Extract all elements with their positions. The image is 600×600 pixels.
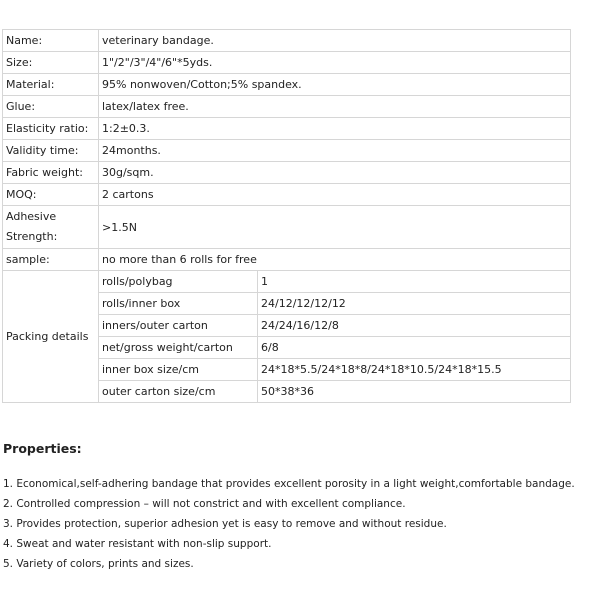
- spec-label-validity: Validity time:: [3, 140, 99, 162]
- packing-key: inners/outer carton: [99, 315, 258, 337]
- spec-value-size: 1"/2"/3"/4"/6"*5yds.: [99, 52, 571, 74]
- spec-label-size: Size:: [3, 52, 99, 74]
- list-item: 5. Variety of colors, prints and sizes.: [3, 558, 194, 570]
- table-row: [3, 271, 571, 293]
- table-row: [3, 206, 571, 249]
- spec-label-glue: Glue:: [3, 96, 99, 118]
- spec-value-name: veterinary bandage.: [99, 30, 571, 52]
- table-row: [3, 52, 571, 74]
- packing-value: 6/8: [258, 337, 571, 359]
- spec-value-glue: latex/latex free.: [99, 96, 571, 118]
- spec-label-material: Material:: [3, 74, 99, 96]
- spec-label-sample: sample:: [3, 249, 99, 271]
- packing-key: net/gross weight/carton: [99, 337, 258, 359]
- packing-key: inner box size/cm: [99, 359, 258, 381]
- spec-label-elasticity: Elasticity ratio:: [3, 118, 99, 140]
- spec-value-elasticity: 1:2±0.3.: [99, 118, 571, 140]
- spec-label-fabric-weight: Fabric weight:: [3, 162, 99, 184]
- properties-heading: Properties:: [3, 441, 82, 456]
- spec-table: [2, 29, 571, 403]
- table-row: [3, 140, 571, 162]
- list-item: 1. Economical,self-adhering bandage that provides excellent porosity in a light weight,comfortable bandage.: [3, 478, 575, 490]
- table-row: [3, 74, 571, 96]
- spec-value-fabric-weight: 30g/sqm.: [99, 162, 571, 184]
- packing-details-label: Packing details: [3, 271, 99, 403]
- table-row: [3, 162, 571, 184]
- packing-value: 24*18*5.5/24*18*8/24*18*10.5/24*18*15.5: [258, 359, 571, 381]
- table-row: [3, 30, 571, 52]
- spec-label-name: Name:: [3, 30, 99, 52]
- table-row: [3, 184, 571, 206]
- spec-value-moq: 2 cartons: [99, 184, 571, 206]
- list-item: 2. Controlled compression – will not constrict and with excellent compliance.: [3, 498, 406, 510]
- packing-value: 50*38*36: [258, 381, 571, 403]
- table-row: [3, 249, 571, 271]
- spec-value-adhesive-strength: >1.5N: [99, 206, 571, 249]
- spec-value-validity: 24months.: [99, 140, 571, 162]
- spec-label-moq: MOQ:: [3, 184, 99, 206]
- list-item: 3. Provides protection, superior adhesion yet is easy to remove and without residue.: [3, 518, 447, 530]
- spec-value-material: 95% nonwoven/Cotton;5% spandex.: [99, 74, 571, 96]
- packing-value: 1: [258, 271, 571, 293]
- packing-value: 24/24/16/12/8: [258, 315, 571, 337]
- table-row: [3, 96, 571, 118]
- spec-value-sample: no more than 6 rolls for free: [99, 249, 571, 271]
- packing-key: rolls/inner box: [99, 293, 258, 315]
- packing-value: 24/12/12/12/12: [258, 293, 571, 315]
- spec-label-adhesive-strength: Adhesive Strength:: [3, 206, 99, 249]
- packing-key: rolls/polybag: [99, 271, 258, 293]
- table-row: [3, 118, 571, 140]
- packing-key: outer carton size/cm: [99, 381, 258, 403]
- properties-list: [3, 474, 600, 574]
- list-item: 4. Sweat and water resistant with non-slip support.: [3, 538, 272, 550]
